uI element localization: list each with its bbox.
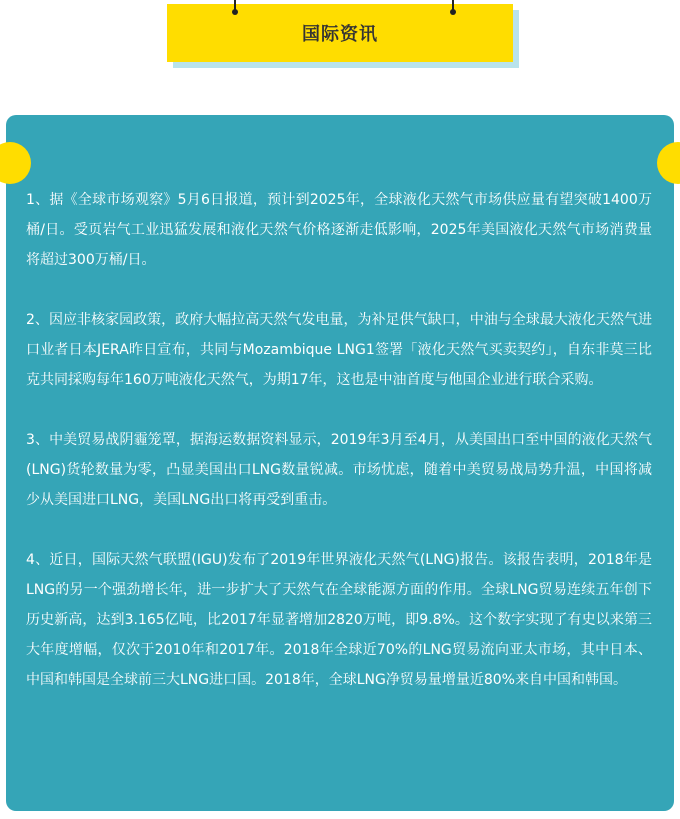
hanger-string-left — [234, 0, 236, 12]
news-item-1: 1、据《全球市场观察》5月6日报道，预计到2025年，全球液化天然气市场供应量有望突破1400万桶/日。受页岩气工业迅猛发展和液化天然气价格逐渐走低影响，2025年美国液化天然气市场消费量将超过300万桶/日。 — [26, 192, 652, 268]
section-title: 国际资讯 — [302, 24, 378, 45]
section-header — [167, 4, 519, 70]
news-item-2: 2、因应非核家园政策，政府大幅拉高天然气发电量，为补足供气缺口，中油与全球最大液化天然气进口业者日本JERA昨日宣布，共同与Mozambique LNG1签署「液化天然气买卖契约」，自东非莫三比克共同採购每年160万吨液化天然气，为期17年，这也是中油首度与他国企业进行联合采购。 — [26, 312, 652, 388]
header-banner — [167, 4, 513, 62]
hanger-pin-left — [232, 9, 238, 15]
news-list — [26, 185, 652, 725]
hanger-pin-right — [450, 9, 456, 15]
hanger-string-right — [452, 0, 454, 12]
news-item-4: 4、近日，国际天然气联盟(IGU)发布了2019年世界液化天然气(LNG)报告。该报告表明，2018年是LNG的另一个强劲增长年，进一步扩大了天然气在全球能源方面的作用。全球LNG贸易连续五年创下历史新高，达到3.165亿吨，比2017年显著增加2820万吨，即9.8%。这个数字实现了有史以来第三大年度增幅，仅次于2010年和2017年。2018年全球近70%的LNG贸易流向亚太市场，其中日本、中国和韩国是全球前三大LNG进口国。2018年，全球LNG净贸易量增量近80%来自中国和韩国。 — [26, 552, 652, 688]
news-item-3: 3、中美贸易战阴霾笼罩，据海运数据资料显示，2019年3月至4月，从美国出口至中国的液化天然气(LNG)货轮数量为零，凸显美国出口LNG数量锐减。市场忧虑，随着中美贸易战局势升温，中国将减少从美国进口LNG，美国LNG出口将再受到重击。 — [26, 432, 652, 508]
